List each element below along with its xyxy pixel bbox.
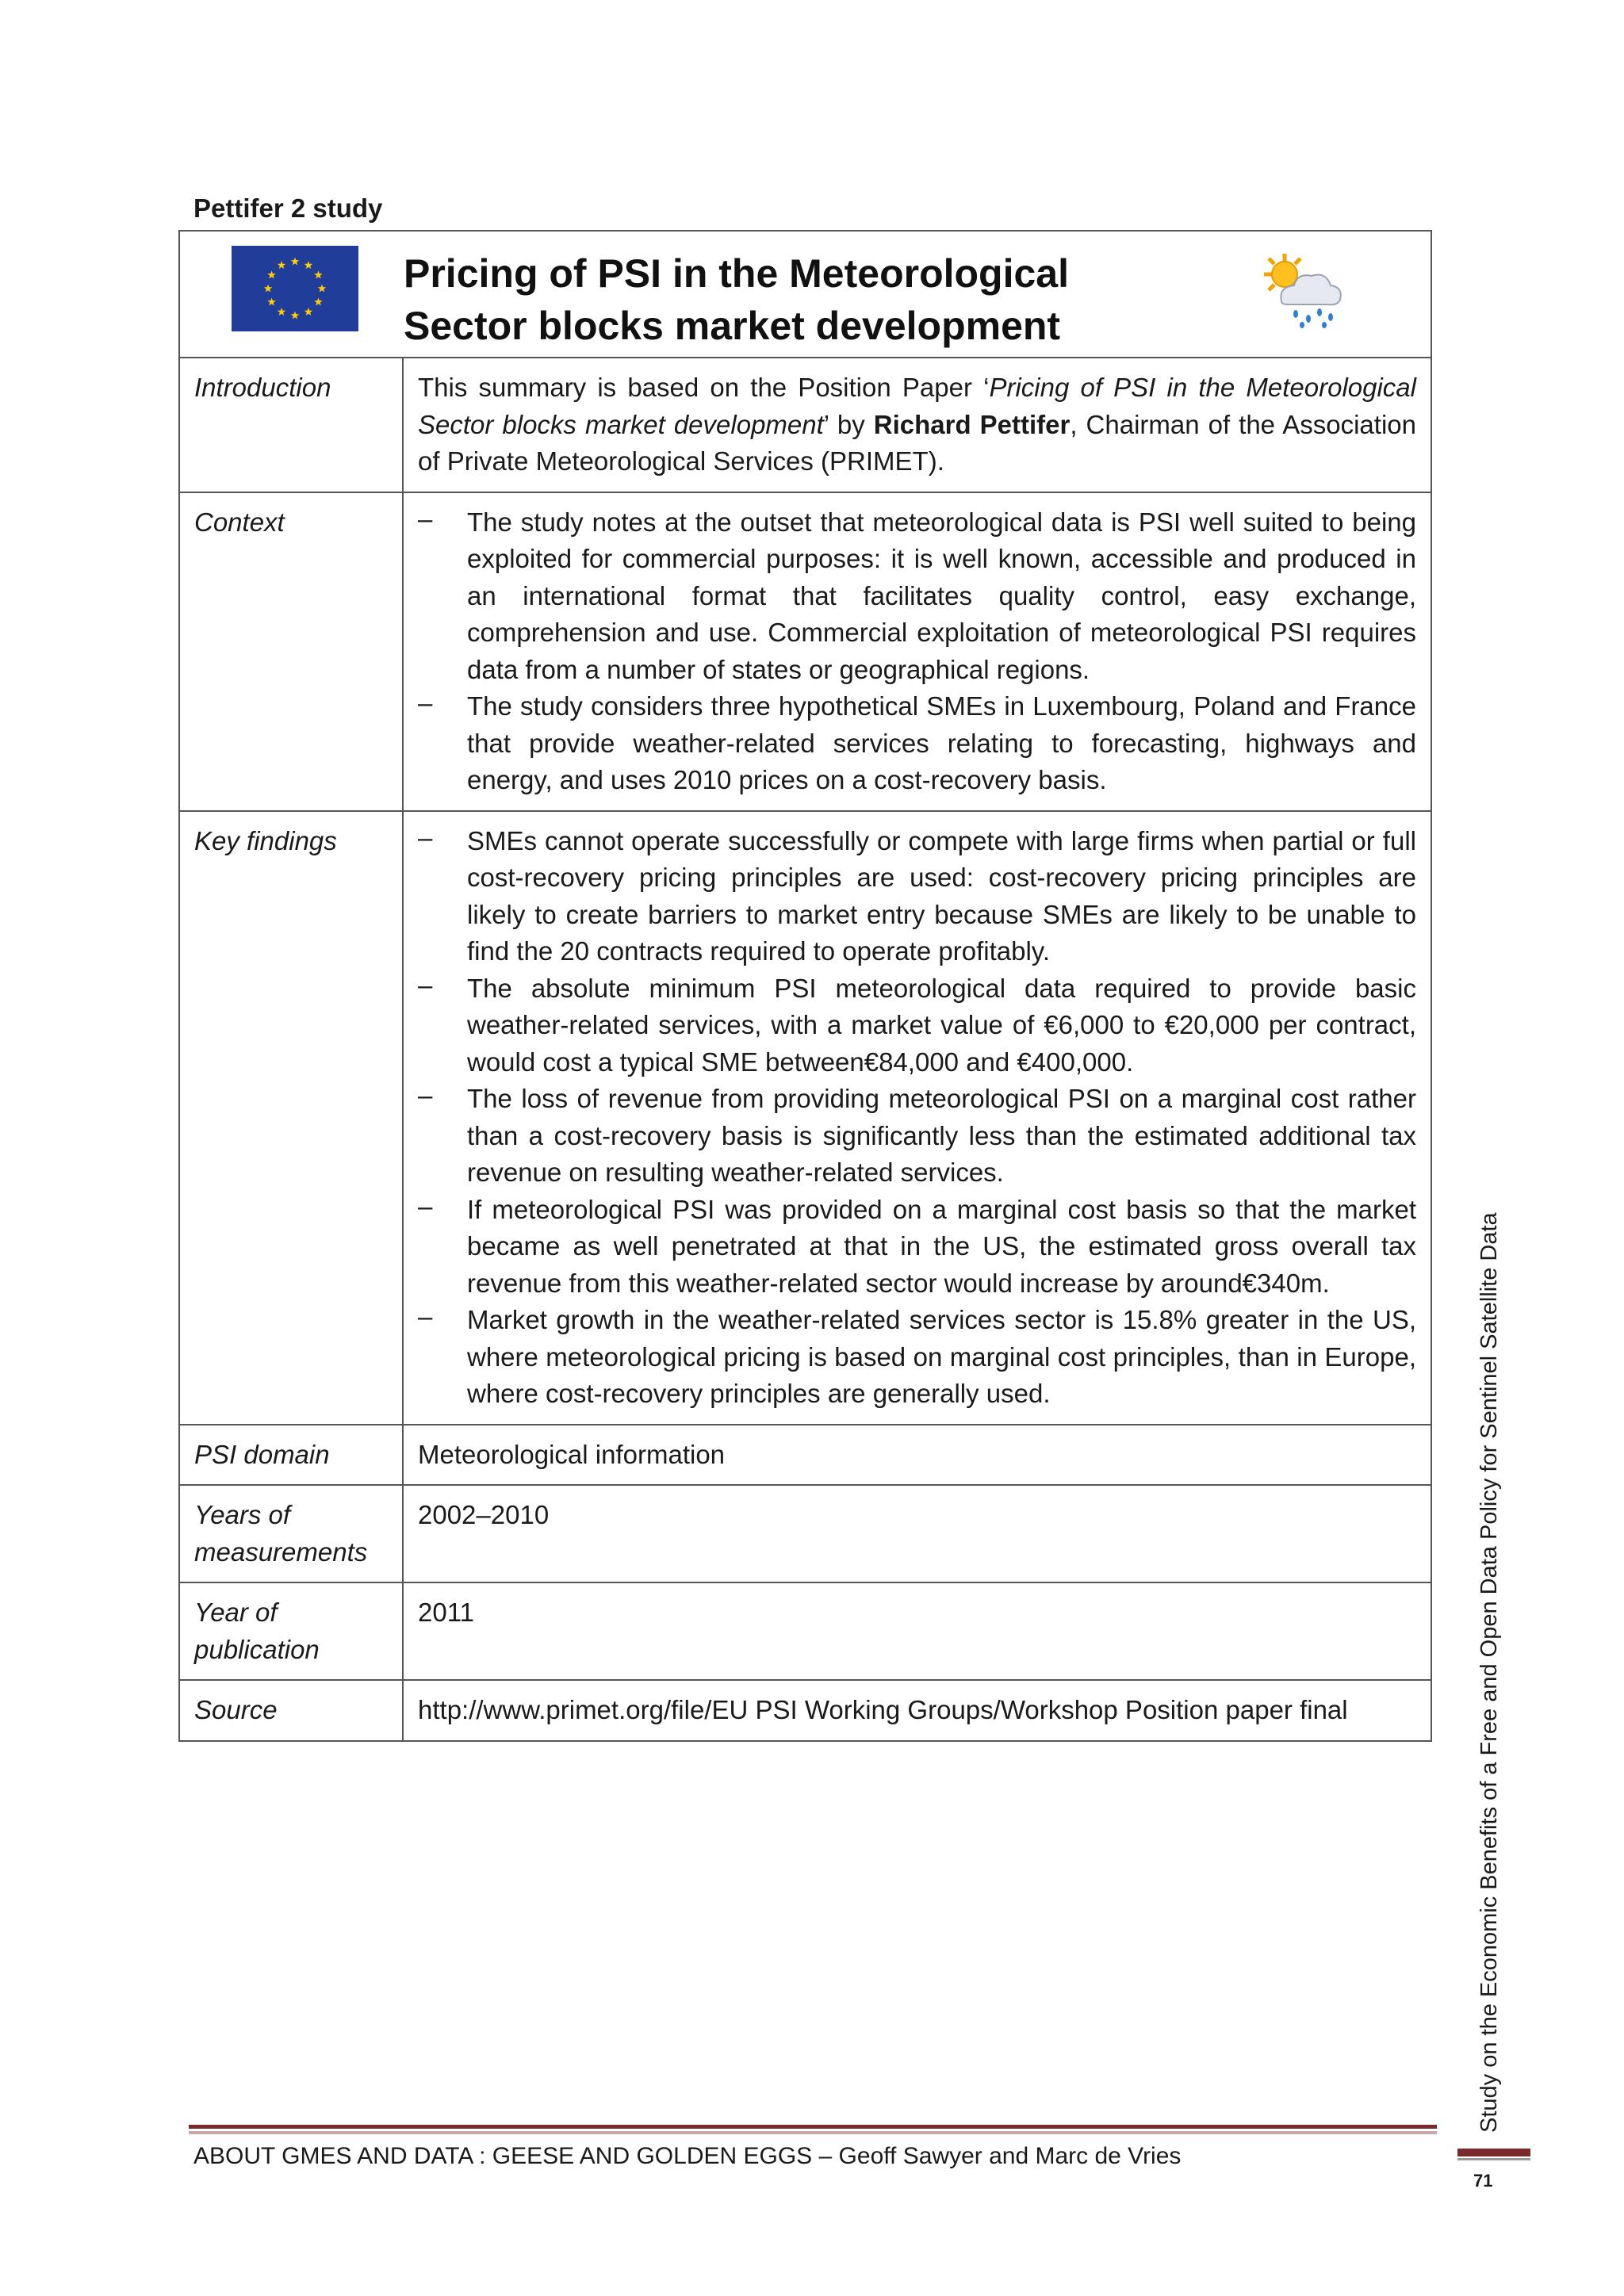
row-label: PSI domain	[179, 1425, 403, 1486]
header-cell	[179, 231, 1431, 358]
list-item-text: The loss of revenue from providing meteorological PSI on a marginal cost rather than a cost-recovery basis is significantly less than the estimated additional tax revenue on resulting weather-related services.	[467, 1084, 1416, 1187]
row-label: Years of measurements	[179, 1485, 403, 1582]
weather-sun-cloud-rain-icon	[1254, 249, 1350, 328]
list-item	[418, 1192, 1416, 1303]
list-item-text: Market growth in the weather-related services sector is 15.8% greater in the US, where meteorological pricing is based on marginal cost principles, than in Europe, where cost-recovery principles are generally used.	[467, 1305, 1416, 1408]
dash-bullet: –	[418, 822, 433, 852]
row-label: Context	[179, 492, 403, 811]
row-value: 2002–2010	[403, 1485, 1431, 1582]
list-item-text: SMEs cannot operate successfully or compete with large firms when partial or full cost-recovery pricing principles are used: cost-recovery pricing principles are likely to create barriers to market entry because SMEs are likely to be unable to find the 20 contracts required to operate profitably.	[467, 825, 1416, 966]
psi-domain-row	[179, 1425, 1431, 1486]
list-item-text: If meteorological PSI was provided on a marginal cost basis so that the market became as well penetrated at that in the US, the estimated gross overall tax revenue from this weather-related sector would increase by around€340m.	[467, 1194, 1416, 1298]
row-value: Meteorological information	[403, 1425, 1431, 1486]
years-row	[179, 1485, 1431, 1582]
list-item-text: The absolute minimum PSI meteorological data required to provide basic weather-related services, with a market value of €6,000 to €20,000 per contract, would cost a typical SME between€84,000 and €400,000.	[467, 973, 1416, 1077]
row-label: Key findings	[179, 811, 403, 1425]
list-item	[418, 1302, 1416, 1413]
eu-flag-icon	[232, 246, 358, 331]
side-running-title: Study on the Economic Benefits of a Free and Open Data Policy for Sentinel Satellite Data	[1477, 1212, 1502, 2133]
intro-author: Richard Pettifer	[873, 409, 1071, 439]
publication-row	[179, 1582, 1431, 1680]
dash-bullet: –	[418, 970, 433, 1000]
page-title	[404, 247, 1101, 352]
key-findings-list	[418, 823, 1416, 1413]
title-line-2: Sector blocks market development	[404, 304, 1061, 348]
intro-text-b: ’ by	[823, 409, 874, 439]
context-row	[179, 492, 1431, 811]
study-label: Pettifer 2 study	[193, 193, 383, 223]
intro-paper-title: Pricing of PSI in the Meteorological Sector blocks market development	[418, 373, 1416, 439]
list-item	[418, 1081, 1416, 1192]
source-row	[179, 1680, 1431, 1741]
study-table	[178, 230, 1432, 1742]
list-item	[418, 504, 1416, 689]
key-findings-row	[179, 811, 1431, 1425]
list-item-text: The study considers three hypothetical SMEs in Luxembourg, Poland and France that provide weather-related services relating to forecasting, highways and energy, and uses 2010 prices on a cost-recovery basis.	[467, 691, 1416, 794]
dash-bullet: –	[418, 1302, 433, 1331]
introduction-row	[179, 358, 1431, 492]
dash-bullet: –	[418, 688, 433, 718]
footer-rule	[189, 2125, 1437, 2134]
row-label: Year of publication	[179, 1582, 403, 1680]
key-findings-list-cell	[403, 811, 1431, 1425]
page-number: 71	[1473, 2171, 1493, 2191]
source-link: http://www.primet.org/file/EU PSI Working Groups/Workshop Position paper final	[403, 1680, 1431, 1741]
intro-text-c: , Chairman of the Association of Private Meteorological Services (PRIMET).	[418, 409, 1416, 476]
dash-bullet: –	[418, 503, 433, 534]
list-item	[418, 970, 1416, 1081]
context-list	[418, 504, 1416, 799]
page-marker	[1457, 2149, 1530, 2160]
dash-bullet: –	[418, 1191, 433, 1221]
list-item-text: The study notes at the outset that meteorological data is PSI well suited to being exploited for commercial purposes: it is well known, accessible and produced in an international format that facilitates quality control, easy exchange, comprehension and use. Commercial exploitation of meteorological PSI requires data from a number of states or geographical regions.	[467, 507, 1416, 684]
row-label: Introduction	[179, 358, 403, 492]
row-label: Source	[179, 1680, 403, 1741]
title-line-1: Pricing of PSI in the Meteorological	[404, 251, 1069, 296]
footer-text: ABOUT GMES AND DATA : GEESE AND GOLDEN EGGS – Geoff Sawyer and Marc de Vries	[193, 2143, 1182, 2169]
introduction-text	[403, 358, 1431, 492]
intro-text-a: This summary is based on the Position Paper ‘	[418, 373, 990, 402]
dash-bullet: –	[418, 1081, 433, 1110]
row-value: 2011	[403, 1582, 1431, 1680]
context-list-cell	[403, 492, 1431, 811]
list-item	[418, 823, 1416, 970]
list-item	[418, 688, 1416, 799]
header-row	[179, 231, 1431, 358]
